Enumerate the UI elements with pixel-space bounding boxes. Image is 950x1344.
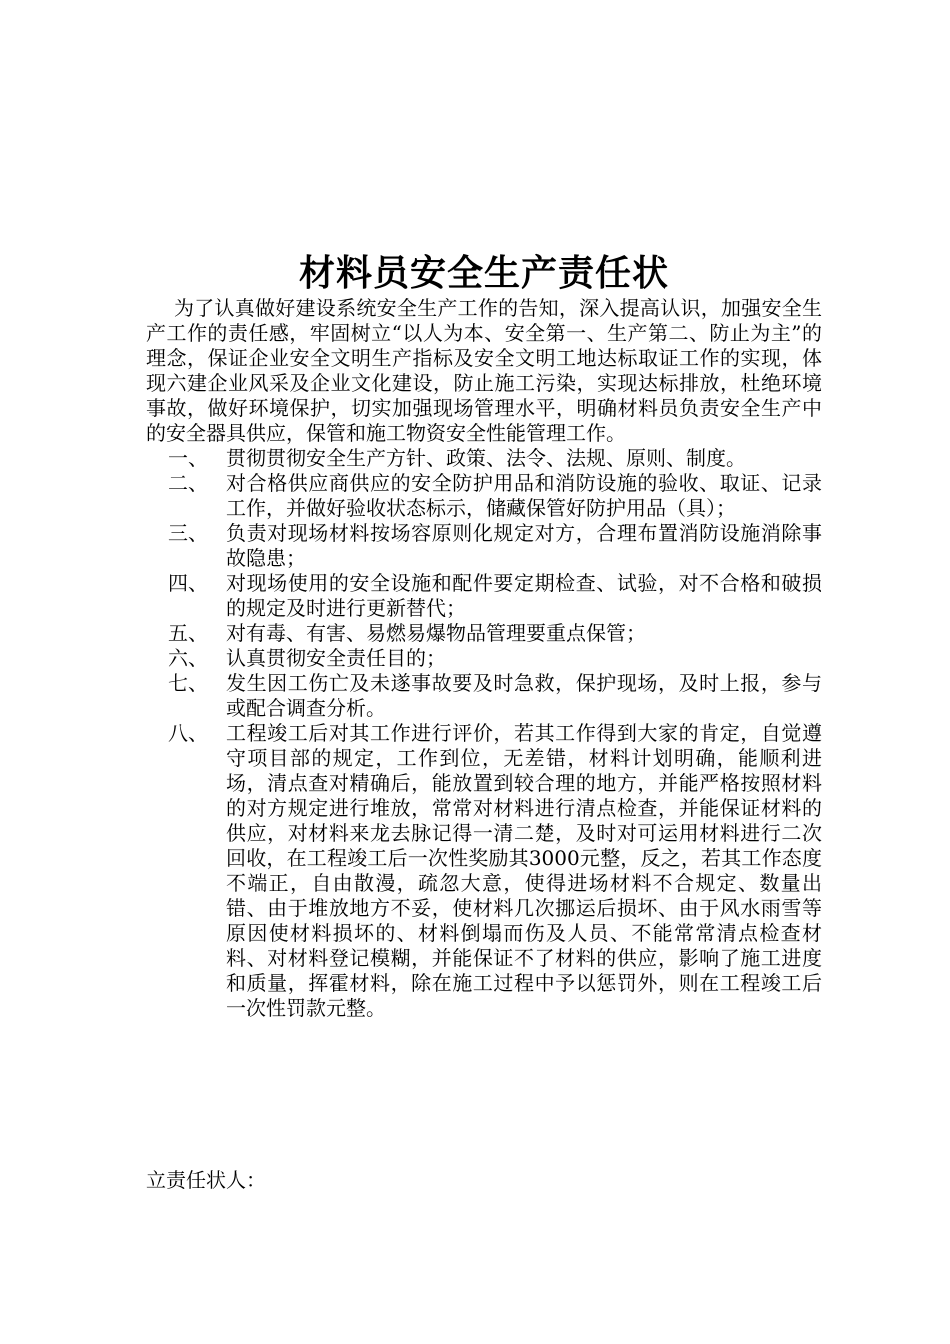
- list-item: [146, 721, 822, 1021]
- item-number: 三、: [168, 521, 208, 545]
- item-text: 工程竣工后对其工作进行评价，若其工作得到大家的肯定，自觉遵守项目部的规定，工作到位，无差错，材料计划明确，能顺利进场，清点查对精确后，能放置到较合理的地方，并能严格按照材料的对方规定进行堆放，常常对材料进行清点检查，并能保证材料的供应，对材料来龙去脉记得一清二楚，及时对可运用材料进行二次回收，在工程竣工后一次性奖励其3000元整，反之，若其工作态度不端正，自由散漫，疏忽大意，使得进场材料不合规定、数量出错、由于堆放地方不妥，使材料几次挪运后损坏、由于风水雨雪等原因使材料损坏的、材料倒塌而伤及人员、不能常常清点检查材料、对材料登记模糊，并能保证不了材料的供应，影响了施工进度和质量，挥霍材料，除在施工过程中予以惩罚外，则在工程竣工后一次性罚款元整。: [226, 721, 822, 1020]
- document-page: [146, 250, 822, 1021]
- item-text: 发生因工伤亡及未遂事故要及时急救，保护现场，及时上报，参与或配合调查分析。: [226, 671, 822, 720]
- item-number: 七、: [168, 671, 208, 695]
- list-item: [146, 471, 822, 521]
- document-title: 材料员安全生产责任状: [298, 252, 669, 294]
- item-number: 六、: [168, 646, 208, 670]
- item-number: 四、: [168, 571, 208, 595]
- item-number: 八、: [168, 721, 208, 745]
- responsibility-list: [146, 446, 822, 1021]
- list-item: [146, 521, 822, 571]
- item-text: 认真贯彻安全责任目的；: [226, 646, 446, 670]
- list-item: [146, 571, 822, 621]
- list-item: [146, 446, 822, 471]
- item-number: 一、: [168, 446, 208, 470]
- item-text: 负责对现场材料按场容原则化规定对方，合理布置消防设施消除事故隐患；: [226, 521, 822, 570]
- list-item: [146, 646, 822, 671]
- item-number: 五、: [168, 621, 208, 645]
- item-text: 对有毒、有害、易燃易爆物品管理要重点保管；: [226, 621, 646, 645]
- list-item: [146, 621, 822, 646]
- item-number: 二、: [168, 471, 208, 495]
- list-item: [146, 671, 822, 721]
- item-text: 对合格供应商供应的安全防护用品和消防设施的验收、取证、记录工作，并做好验收状态标示，储藏保管好防护用品（具）；: [226, 471, 822, 520]
- item-text: 贯彻贯彻安全生产方针、政策、法令、法规、原则、制度。: [226, 446, 746, 470]
- intro-paragraph: 为了认真做好建设系统安全生产工作的告知，深入提高认识，加强安全生产工作的责任感，牢固树立“以人为本、安全第一、生产第二、防止为主”的理念，保证企业安全文明生产指标及安全文明工地达标取证工作的实现，体现六建企业风采及企业文化建设，防止施工污染，实现达标排放，杜绝环境事故，做好环境保护，切实加强现场管理水平，明确材料员负责安全生产中的安全器具供应，保管和施工物资安全性能管理工作。: [146, 296, 822, 445]
- item-text: 对现场使用的安全设施和配件要定期检查、试验，对不合格和破损的规定及时进行更新替代；: [226, 571, 822, 620]
- signer-label: 立责任状人：: [146, 1168, 266, 1192]
